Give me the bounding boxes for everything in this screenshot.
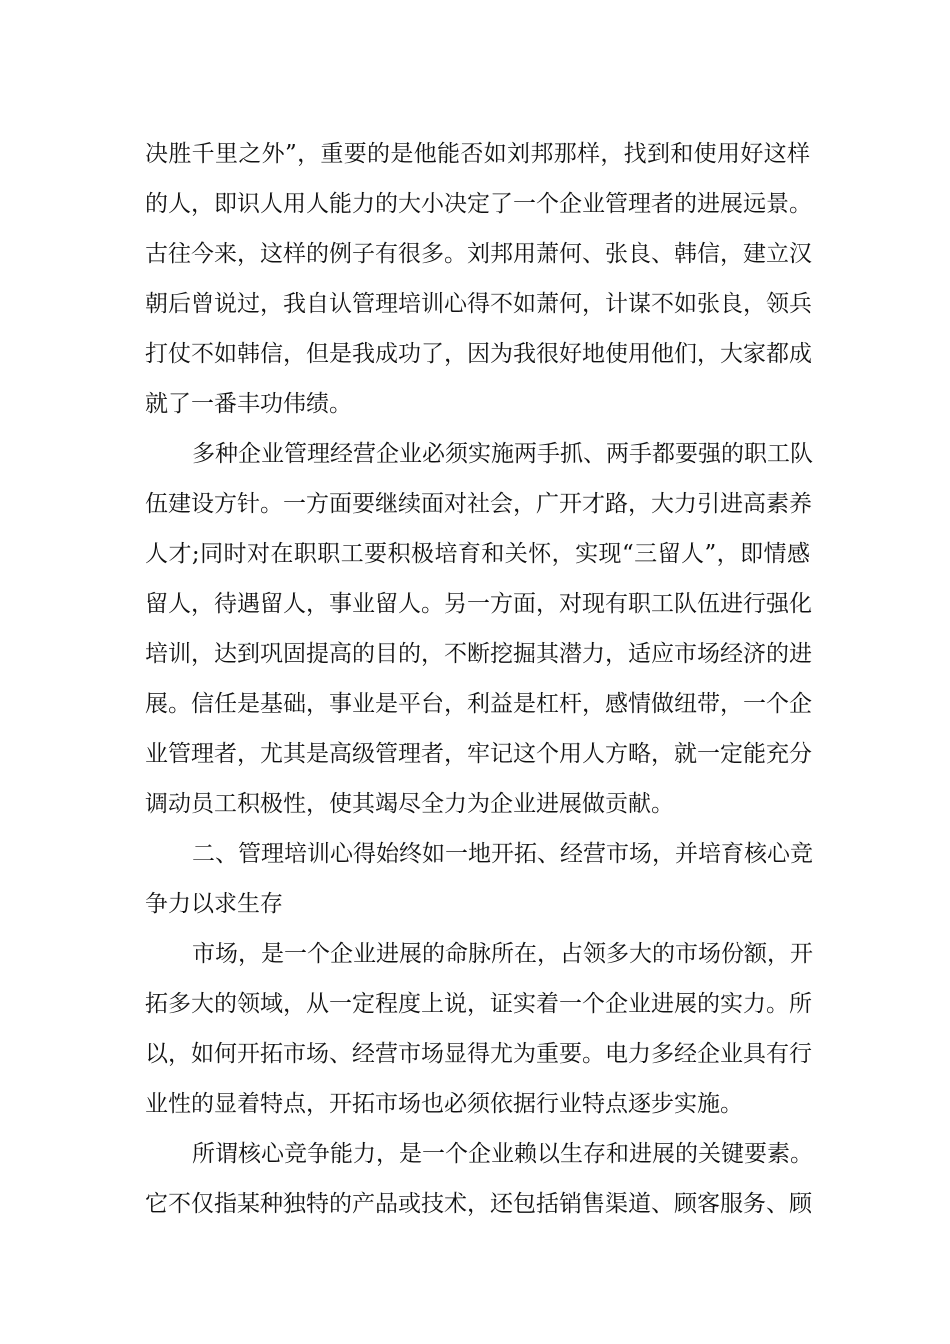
text-line: 它不仅指某种独特的产品或技术，还包括销售渠道、顾客服务、顾 [145,1191,812,1217]
text-line: 多种企业管理经营企业必须实施两手抓、两手都要强的职工队 [192,441,813,467]
text-line: 争力以求生存 [145,891,283,917]
text-line: 二、管理培训心得始终如一地开拓、经营市场，并培育核心竞 [192,841,813,867]
text-line: 打仗不如韩信，但是我成功了，因为我很好地使用他们，大家都成 [145,341,812,367]
text-line: 调动员工积极性，使其竭尽全力为企业进展做贡献。 [145,791,674,817]
text-line: 留人，待遇留人，事业留人。另一方面，对现有职工队伍进行强化 [145,591,812,617]
text-line: 古往今来，这样的例子有很多。刘邦用萧何、张良、韩信，建立汉 [145,241,812,267]
text-line: 就了一番丰功伟绩。 [145,391,352,417]
text-line: 所谓核心竞争能力，是一个企业赖以生存和进展的关键要素。 [192,1141,813,1167]
text-line: 人才;同时对在职职工要积极培育和关怀，实现“三留人”，即情感 [145,541,810,567]
text-line: 伍建设方针。一方面要继续面对社会，广开才路，大力引进高素养 [145,491,812,517]
text-line: 业管理者，尤其是高级管理者，牢记这个用人方略，就一定能充分 [145,741,812,767]
text-line: 拓多大的领域，从一定程度上说，证实着一个企业进展的实力。所 [145,991,812,1017]
document-body [145,129,813,1229]
text-line: 朝后曾说过，我自认管理培训心得不如萧何，计谋不如张良，领兵 [145,291,812,317]
text-line: 业性的显着特点，开拓市场也必须依据行业特点逐步实施。 [145,1091,743,1117]
text-line: 的人，即识人用人能力的大小决定了一个企业管理者的进展远景。 [145,191,812,217]
text-line: 以，如何开拓市场、经营市场显得尤为重要。电力多经企业具有行 [145,1041,812,1067]
text-line: 培训，达到巩固提高的目的，不断挖掘其潜力，适应市场经济的进 [145,641,812,667]
text-line: 决胜千里之外”，重要的是他能否如刘邦那样，找到和使用好这样 [145,141,810,167]
text-line: 市场，是一个企业进展的命脉所在，占领多大的市场份额，开 [192,941,813,967]
text-line: 展。信任是基础，事业是平台，利益是杠杆，感情做纽带，一个企 [145,691,812,717]
